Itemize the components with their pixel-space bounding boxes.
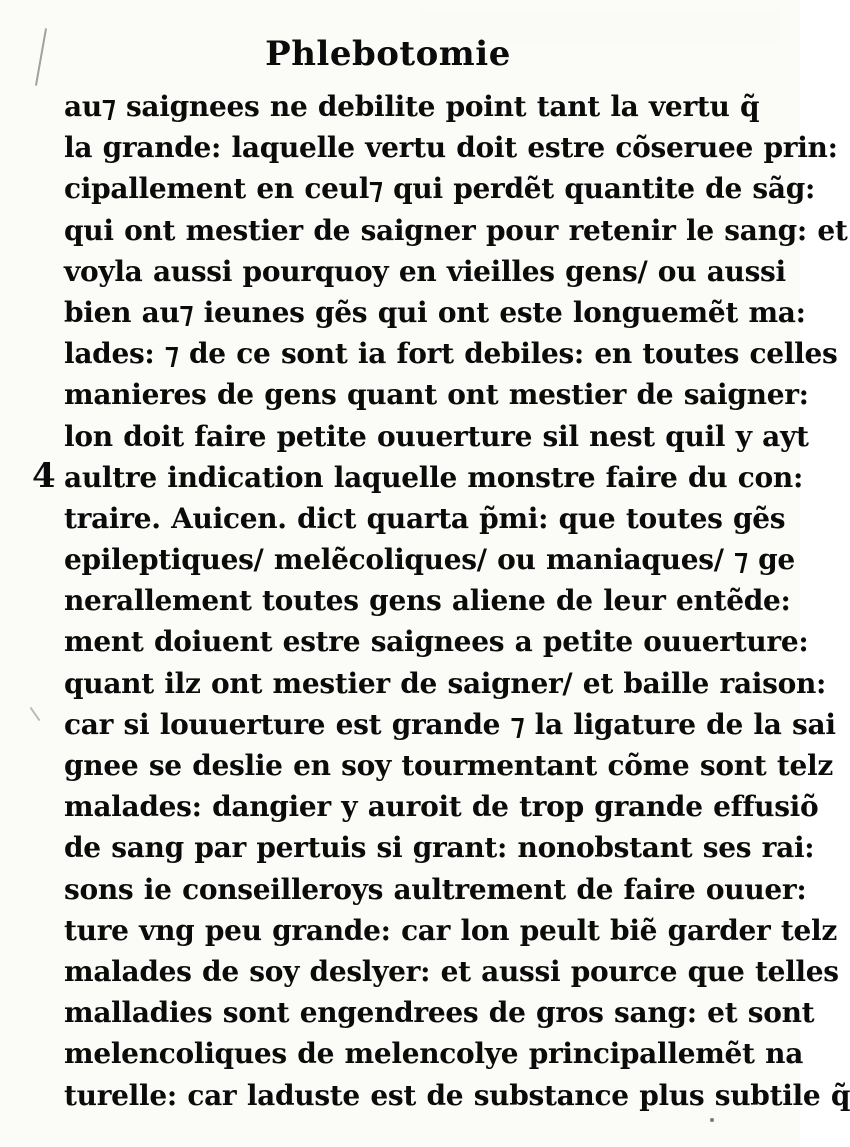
margin-mark bbox=[30, 707, 41, 721]
text-line: malades: dangier y auroit de trop grande effusiõ bbox=[64, 790, 819, 824]
text-line: voyla aussi pourquoy en vieilles gens/ ou aussi bbox=[64, 254, 786, 288]
text-line: car si louuerture est grande ⁊ la ligature de la sai bbox=[64, 707, 836, 741]
text-line: lon doit faire petite ouuerture sil nest quil y ayt bbox=[64, 419, 809, 453]
text-line: ture vng peu grande: car lon peult biẽ garder telz bbox=[64, 913, 837, 947]
text-line: malades de soy deslyer: et aussi pource que telles bbox=[64, 954, 839, 988]
margin-mark bbox=[710, 1118, 714, 1122]
text-line: quant ilz ont mestier de saigner/ et baille raison: bbox=[64, 666, 827, 700]
text-line: traire. Auicen. dict quarta p̃mi: que toutes gẽs bbox=[64, 501, 786, 535]
text-line: ment doiuent estre saignees a petite ouuerture: bbox=[64, 625, 809, 659]
text-line: turelle: car laduste est de substance plus subtile q̃ bbox=[64, 1078, 850, 1112]
text-line: aultre indication laquelle monstre faire du con: bbox=[64, 460, 804, 494]
margin-annotation: 4 bbox=[32, 456, 56, 496]
main-text-block bbox=[64, 86, 850, 1116]
text-line: malladies sont engendrees de gros sang: et sont bbox=[64, 996, 815, 1030]
text-line: lades: ⁊ de ce sont ia fort debiles: en toutes celles bbox=[64, 337, 838, 371]
text-line: gnee se deslie en soy tourmentant cõme sont telz bbox=[64, 749, 833, 782]
running-header: Phlebotomie bbox=[265, 34, 511, 74]
text-line: la grande: laquelle vertu doit estre cõseruee prin: bbox=[64, 131, 838, 165]
text-line: bien au⁊ ieunes gẽs qui ont este longuemẽt ma: bbox=[64, 295, 806, 329]
text-line: manieres de gens quant ont mestier de saigner: bbox=[64, 378, 809, 412]
text-line: nerallement toutes gens aliene de leur entẽde: bbox=[64, 584, 791, 618]
text-line: epileptiques/ melẽcoliques/ ou maniaques/ ⁊ ge bbox=[64, 543, 795, 577]
text-line: qui ont mestier de saigner pour retenir le sang: et bbox=[64, 213, 848, 247]
text-line: cipallement en ceul⁊ qui perdẽt quantite de sãg: bbox=[64, 172, 816, 206]
text-line: melencoliques de melencolye principallemẽt na bbox=[64, 1037, 804, 1071]
text-line: sons ie conseilleroys aultrement de faire ouuer: bbox=[64, 872, 807, 906]
text-line: de sang par pertuis si grant: nonobstant ses rai: bbox=[64, 831, 815, 865]
text-line: au⁊ saignees ne debilite point tant la vertu q̃ bbox=[64, 90, 760, 123]
